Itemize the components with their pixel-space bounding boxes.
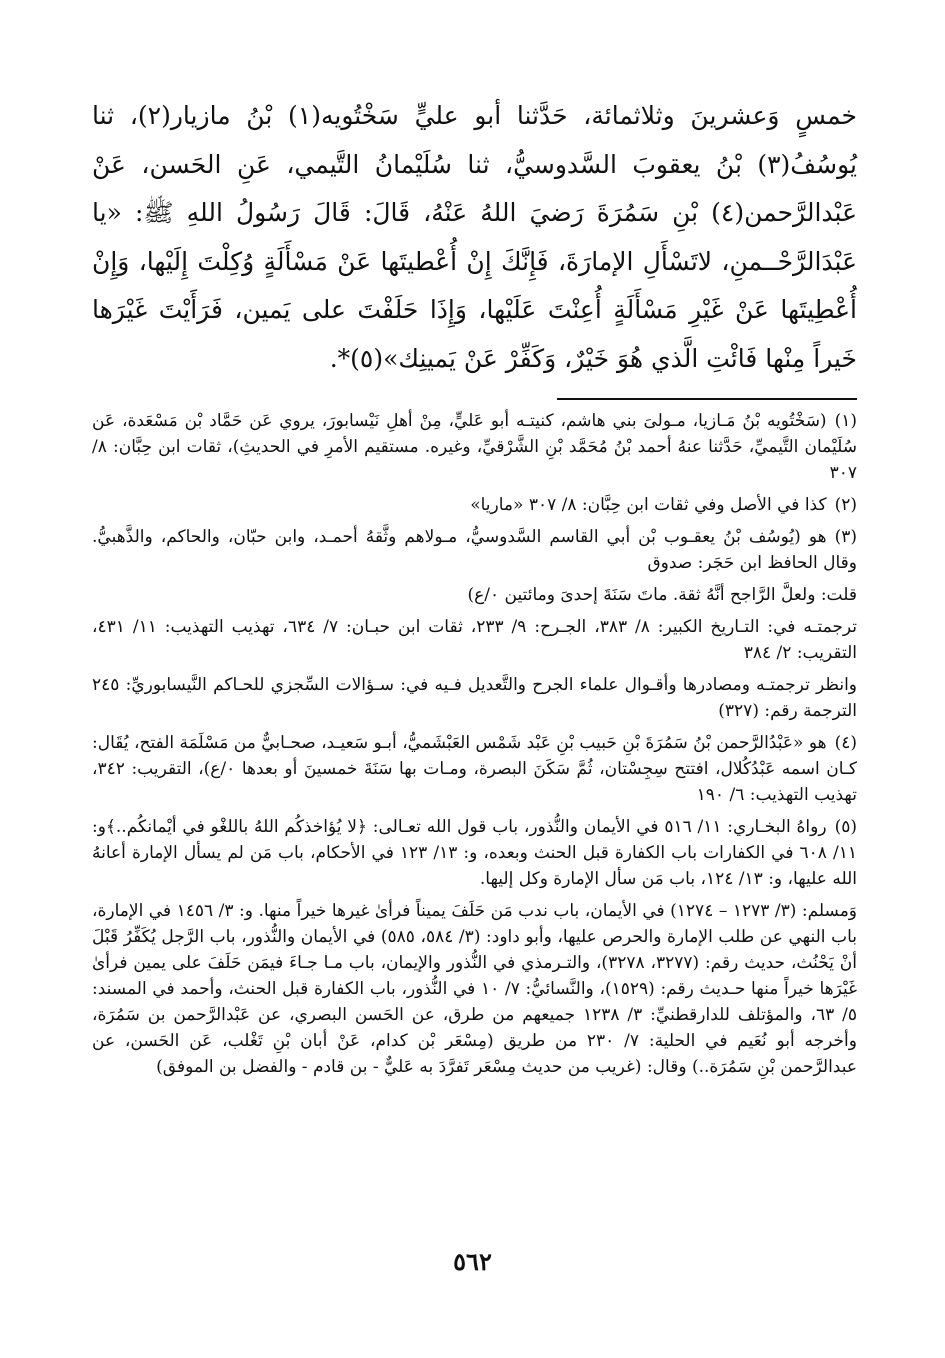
footnote-3-paragraph: [92, 672, 857, 724]
footnote-5-paragraph: [92, 898, 857, 1080]
footnote-3: [92, 524, 857, 576]
footnote-text: رواهُ البخـاري: ١١/ ٥١٦ في الأيمان والنُّذور، باب قول الله تعـالى: ﴿لا يُؤاخذكُم اللهُ باللغْو في أيْمانكُم..﴾و: ١١/ ٦٠٨ في الكفارات باب الكفارة قبل الحنث وبعده، و: ١٣/ ١٢٣ في الأحكام، باب مَن لم يسأل الإمارة أعانهُ الله عليها، و: ١٣/ ١٢٤، باب مَن سأل الإمارة وكل إليها.: [92, 816, 857, 889]
footnote-4: [92, 730, 857, 808]
footnote-3-paragraph: [92, 582, 857, 608]
footnote-number: (٢): [834, 494, 857, 515]
footnote-divider: [557, 398, 857, 400]
footnote-text: كذا في الأصل وفي ثقات ابن حِبَّان: ٨/ ٣٠٧ «ماريا»: [470, 494, 827, 515]
footnote-number: (٣): [834, 526, 857, 547]
footnote-text: هو (يُوسُف بْنُ يعقـوب بْن أبي القاسم السَّدوسيُّ، مـولاهم وثَّقهُ أحمـد، وابن حبّان، والحاكم، والذَّهبيُّ. وقال الحافظ ابن حَجَر: صدوق: [92, 526, 857, 573]
footnote-text: هو «عَبْدُالرَّحمن بْنُ سَمُرَةَ بْنِ حَبيب بْنِ عَبْد شَمْس العَبْشَميُّ، أبـو سَعيـد، صحـابيٌّ من مَسْلَمَة الفتح، يُقَال: كـان اسمه عَبْدُكُلال، افتتح سِجِسْتان، ثُمَّ سَكَنَ البصرة، ومـات بها سَنَةَ خمسينَ أو بعدها ٠/ع)، التقريب: ٣٤٢، تهذيب التهذيب: ٦/ ١٩٠: [92, 732, 857, 805]
main-text: [92, 92, 857, 384]
page-number: ٥٦٢: [453, 1247, 492, 1276]
footnotes-section: [92, 408, 857, 1080]
footnote-number: (١): [834, 410, 857, 431]
footnote-1: [92, 408, 857, 486]
footnote-3-paragraph: [92, 614, 857, 666]
footnote-text: (سَخْتُويه بْنُ مَـازيا، مـولىَ بني هاشم، كنيتـه أبو عَليٍّ، مِنْ أهلِ نَيْسابورَ، يروي عَن حَمَّاد بْن مَسْعَدة، عَن سُلَيْمان التَّيميِّ، حَدَّثنا عنهُ أحمد بْنُ مُحَمَّد بْنِ الشَّرْقيِّ، وغيره. مستقيم الأمرِ في الحديثِ)، ثقات ابن حِبَّان: ٨/ ٣٠٧: [92, 410, 857, 483]
footnote-number: (٤): [834, 732, 857, 753]
main-paragraph: خمسٍ وَعشرينَ وثلاثمائة، حَدَّثنا أبو عليٍّ سَخْتُويه(١) بْنُ مازيار(٢)، ثنا يُوسُفُ(٣) بْنُ يعقوبَ السَّدوسيُّ، ثنا سُلَيْمانُ التَّيمي، عَنِ الحَسن، عَنْ عَبْدالرَّحمن(٤) بْنِ سَمُرَةَ رَضيَ اللهُ عَنْهُ، قَالَ: قَالَ رَسُولُ اللهِ ﷺ: «يا عَبْدَالرَّحْــمنِ، لاتَسْأَلِ الإمارَةَ، فَإِنَّكَ إِنْ أُعْطيتَها عَنْ مَسْأَلَةٍ وُكِلْتَ إِلَيْها، وَإِنْ أُعْطِيتَها عَنْ غَيْرِ مَسْأَلَةٍ أُعِنْتَ عَلَيْها، وَإِذَا حَلَفْتَ على يَمين، فَرَأَيْتَ غَيْرَها خَيراً مِنْها فَائْتِ الَّذي هُوَ خَيْرٌ، وَكَفِّرْ عَنْ يَمينِك»(٥)*.: [92, 101, 857, 373]
footnote-number: (٥): [834, 816, 857, 837]
footnote-text: ترجمتـه في: التـاريخ الكبير: ٨/ ٣٨٣، الجـرح: ٩/ ٢٣٣، ثقات ابن حبـان: ٧/ ٦٣٤، تهذيب التهذيب: ١١/ ٤٣١، التقريب: ٢/ ٣٨٤: [92, 616, 858, 663]
footnote-text: وَمسلم: (٣/ ١٢٧٣ – ١٢٧٤) في الأيمان، باب ندب مَن حَلَفَ يميناً فرأىٰ غيرها خيراً منها. و: ٣/ ١٤٥٦ في الإمارة، باب النهي عن طلب الإمارة والحرص عليها، وأبو داود: (٣/ ٥٨٤، ٥٨٥) في الأيمان والنُّذور، باب الرَّجل يُكَفِّرُ قَبْلَ أنْ يَحْنُث، حديث رقم: (٣٢٧٧، ٣٢٧٨)، والتـرمذي في النُّذور والإيمان، باب مـا جـاءَ فيمَن حَلَفَ على يمين فرأىٰ غَيْرَها خيراً منها حـديث رقم: (١٥٢٩)، والنَّسائيُّ: ٧/ ١٠ في النُّذور، باب الكفارة قبل الحنث، وأحمد في المسند: ٥/ ٦٣، والمؤتلف للدارقطنيِّ: ٣/ ١٢٣٨ جميعهم من طرق، عن الحَسن البصري، عن عَبْدالرَّحمن بن سَمُرَة، وأخرجه أبو نُعَيم في الحلية: ٧/ ٢٣٠ من طريق (مِسْعَر بْن كدام، عَنْ أبان بْنِ تَغْلب، عَن الحَسن، عن عبدالرَّحمن بْنِ سَمُرَة..) وقال: (غريب من حديث مِسْعَر تَفرَّدَ به عَليٌّ - بن قادم - والفضل بن الموفق): [92, 900, 858, 1077]
footnote-2: [92, 492, 857, 518]
footnote-5: [92, 814, 857, 892]
footnote-text: قلت: ولعلَّ الرَّاجح أنَّهُ ثقة. ماتَ سَنَةَ إحدىَ ومائتين ٠/ع): [467, 584, 857, 605]
footnote-text: وانظر ترجمتـه ومصادرها وأقـوال علماء الجرح والتَّعديل فـيه في: سـؤالات السِّجزي للحـاكم النَّيسابوريِّ: ٢٤٥ الترجمة رقم: (٣٢٧): [92, 674, 857, 721]
